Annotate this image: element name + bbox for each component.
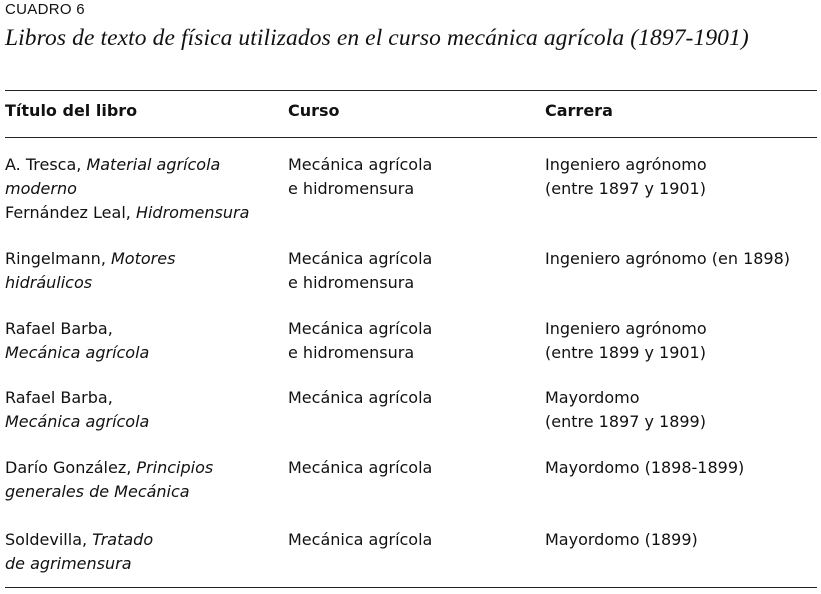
book-line [5, 341, 149, 365]
book-title: moderno [5, 179, 77, 198]
cell-career [545, 247, 790, 271]
book-line [5, 153, 249, 177]
book-author: Rafael Barba, [5, 319, 113, 338]
cell-book [5, 247, 175, 295]
book-line [5, 386, 149, 410]
book-line [5, 271, 175, 295]
cell-career [545, 317, 707, 365]
book-title: Mecánica agrícola [5, 412, 150, 431]
cell-course-line: e hidromensura [288, 273, 415, 292]
cell-career-line: Mayordomo (1898-1899) [545, 458, 745, 477]
cell-book [5, 456, 213, 504]
cell-book [5, 528, 153, 576]
cell-course-line: Mecánica agrícola [288, 388, 433, 407]
book-line [5, 456, 213, 480]
book-title: de agrimensura [5, 554, 132, 573]
cell-course [288, 247, 432, 295]
book-line [5, 247, 175, 271]
header-course: Curso [288, 101, 340, 120]
book-title: Hidromensura [135, 203, 250, 222]
book-title: Motores [111, 249, 176, 268]
table-title: Libros de texto de física utilizados en el curso mecánica agrícola (1897-1901) [5, 25, 749, 51]
cell-career-line: (entre 1897 y 1899) [545, 412, 706, 431]
table-label: CUADRO 6 [5, 1, 85, 18]
book-title: Mecánica agrícola [5, 343, 150, 362]
cell-career-line: (entre 1899 y 1901) [545, 343, 706, 362]
cell-course-line: Mecánica agrícola [288, 155, 433, 174]
book-line [5, 480, 213, 504]
cell-career-line: Ingeniero agrónomo [545, 155, 707, 174]
cell-book [5, 386, 149, 434]
cell-book [5, 317, 149, 365]
cell-career [545, 153, 707, 201]
book-line [5, 528, 153, 552]
cell-career-line: Mayordomo (1899) [545, 530, 698, 549]
cell-course [288, 528, 432, 552]
cell-career-line: Ingeniero agrónomo [545, 319, 707, 338]
book-author: Ringelmann, [5, 249, 111, 268]
cell-career-line: Ingeniero agrónomo (en 1898) [545, 249, 791, 268]
book-title: hidráulicos [5, 273, 93, 292]
book-author: Soldevilla, [5, 530, 93, 549]
cell-course [288, 317, 432, 365]
cell-career [545, 386, 706, 434]
cell-course [288, 456, 432, 480]
cell-career-line: Mayordomo [545, 388, 640, 407]
book-line [5, 410, 149, 434]
cell-career [545, 528, 698, 552]
bottom-rule [5, 587, 817, 588]
cell-course-line: Mecánica agrícola [288, 249, 433, 268]
cell-course-line: e hidromensura [288, 343, 415, 362]
top-rule [5, 90, 817, 91]
book-line [5, 552, 153, 576]
book-author: Fernández Leal, [5, 203, 136, 222]
cell-career [545, 456, 744, 480]
cell-course-line: Mecánica agrícola [288, 319, 433, 338]
header-rule [5, 137, 817, 138]
header-book: Título del libro [5, 101, 138, 120]
book-author: Darío González, [5, 458, 137, 477]
cell-course [288, 153, 432, 201]
cell-course [288, 386, 432, 410]
book-title: Material agrícola [86, 155, 221, 174]
book-line [5, 177, 249, 201]
book-author: A. Tresca, [5, 155, 87, 174]
book-title: Tratado [92, 530, 154, 549]
cell-course-line: Mecánica agrícola [288, 458, 433, 477]
book-title: generales de Mecánica [5, 482, 190, 501]
book-author: Rafael Barba, [5, 388, 113, 407]
cell-course-line: e hidromensura [288, 179, 415, 198]
cell-course-line: Mecánica agrícola [288, 530, 433, 549]
book-title: Principios [136, 458, 214, 477]
cell-book [5, 153, 249, 225]
book-line [5, 317, 149, 341]
book-line [5, 201, 249, 225]
header-career: Carrera [545, 101, 613, 120]
cell-career-line: (entre 1897 y 1901) [545, 179, 706, 198]
